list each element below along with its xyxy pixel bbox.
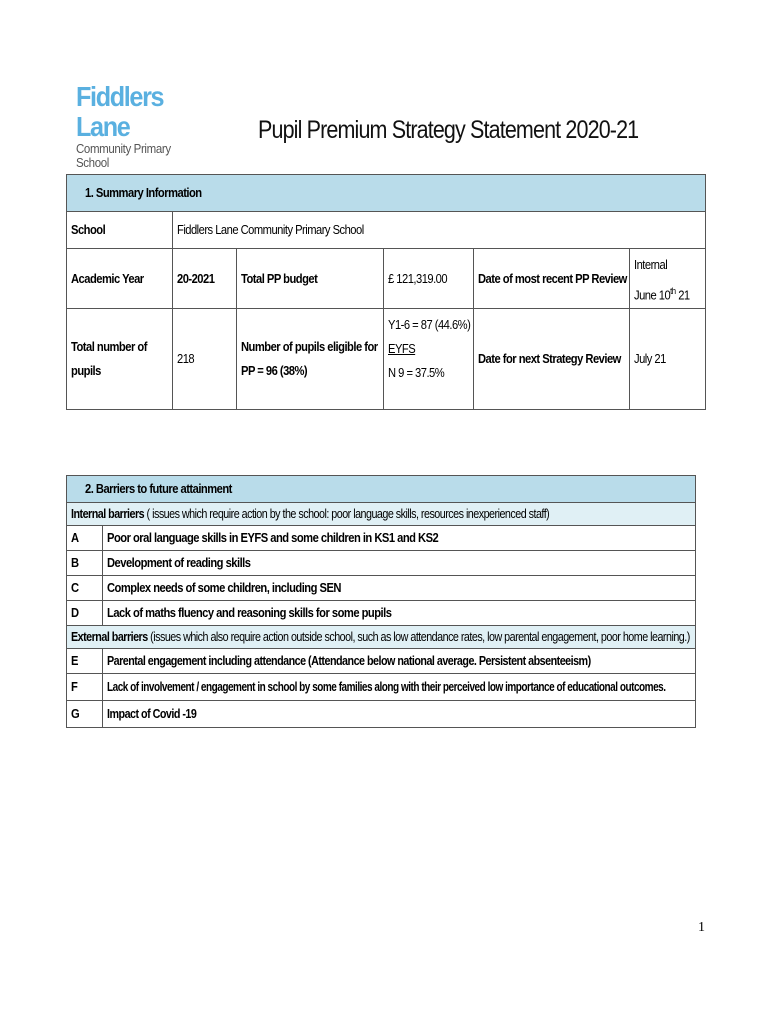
barrier-text: Parental engagement including attendance (Attendance below national average. Persistent absenteeism) <box>107 654 591 668</box>
barrier-letter: A <box>71 530 79 545</box>
internal-barriers-desc: ( issues which require action by the school: poor language skills, resources inexperienced staff) <box>144 507 550 521</box>
barriers-heading: 2. Barriers to future attainment <box>85 481 232 496</box>
academic-year-value: 20-2021 <box>177 270 215 286</box>
external-barriers-label: External barriers <box>71 630 148 644</box>
barrier-text: Lack of maths fluency and reasoning skills for some pupils <box>107 605 392 620</box>
internal-barriers-header <box>67 503 696 526</box>
summary-heading: 1. Summary Information <box>85 185 202 200</box>
barrier-letter: D <box>71 605 79 620</box>
total-pupils-label-line1: Total number of <box>71 339 147 355</box>
external-barriers-header <box>67 626 696 649</box>
barrier-text: Lack of involvement / engagement in school by some families along with their perceived low importance of educational outcomes. <box>107 680 666 694</box>
barrier-text: Poor oral language skills in EYFS and some children in KS1 and KS2 <box>107 530 439 545</box>
recent-review-value-line2: June 10th 21 <box>634 286 690 303</box>
internal-barriers-label: Internal barriers <box>71 507 145 521</box>
barrier-letter: C <box>71 580 79 595</box>
table-row <box>67 701 696 728</box>
table-row <box>67 551 696 576</box>
total-pupils-value: 218 <box>177 351 195 367</box>
logo-name: Fiddlers Lane <box>76 81 164 142</box>
eligible-value-line1: Y1-6 = 87 (44.6%) <box>388 317 471 333</box>
table-row <box>67 601 696 626</box>
summary-heading-cell <box>67 175 706 212</box>
school-value: Fiddlers Lane Community Primary School <box>177 222 364 237</box>
eligible-value-line3: N 9 = 37.5% <box>388 365 445 381</box>
total-pp-budget-label: Total PP budget <box>241 270 318 286</box>
page-title: Pupil Premium Strategy Statement 2020-21 <box>258 116 639 144</box>
summary-table <box>66 174 706 410</box>
page-number: 1 <box>698 920 705 935</box>
external-barriers-desc: (issues which also require action outside school, such as low attendance rates, low parental engagement, poor home learning.) <box>147 630 690 644</box>
table-row <box>67 576 696 601</box>
barrier-letter: F <box>71 679 78 694</box>
table-row <box>67 526 696 551</box>
barrier-text: Complex needs of some children, including SEN <box>107 580 341 595</box>
total-pp-budget-value: £ 121,319.00 <box>388 270 448 286</box>
barrier-letter: G <box>71 706 80 721</box>
eligible-label-line1: Number of pupils eligible for <box>241 339 378 355</box>
school-logo <box>76 82 206 170</box>
recent-review-label: Date of most recent PP Review <box>478 270 627 286</box>
barrier-letter: E <box>71 653 78 668</box>
school-label: School <box>71 222 106 237</box>
total-pupils-label-line2: pupils <box>71 363 101 379</box>
barrier-text: Impact of Covid -19 <box>107 707 197 721</box>
barriers-table <box>66 475 696 728</box>
barriers-heading-cell <box>67 476 696 503</box>
table-row <box>67 649 696 674</box>
eligible-label-line2: PP = 96 (38%) <box>241 363 308 379</box>
eligible-value-line2: EYFS <box>388 341 416 357</box>
recent-review-value-line1: Internal <box>634 257 668 272</box>
academic-year-label: Academic Year <box>71 270 144 286</box>
next-review-label: Date for next Strategy Review <box>478 351 621 367</box>
logo-subtitle: Community Primary School <box>76 142 171 170</box>
next-review-value: July 21 <box>634 351 666 367</box>
barrier-letter: B <box>71 555 79 570</box>
barrier-text: Development of reading skills <box>107 555 251 570</box>
table-row <box>67 674 696 701</box>
